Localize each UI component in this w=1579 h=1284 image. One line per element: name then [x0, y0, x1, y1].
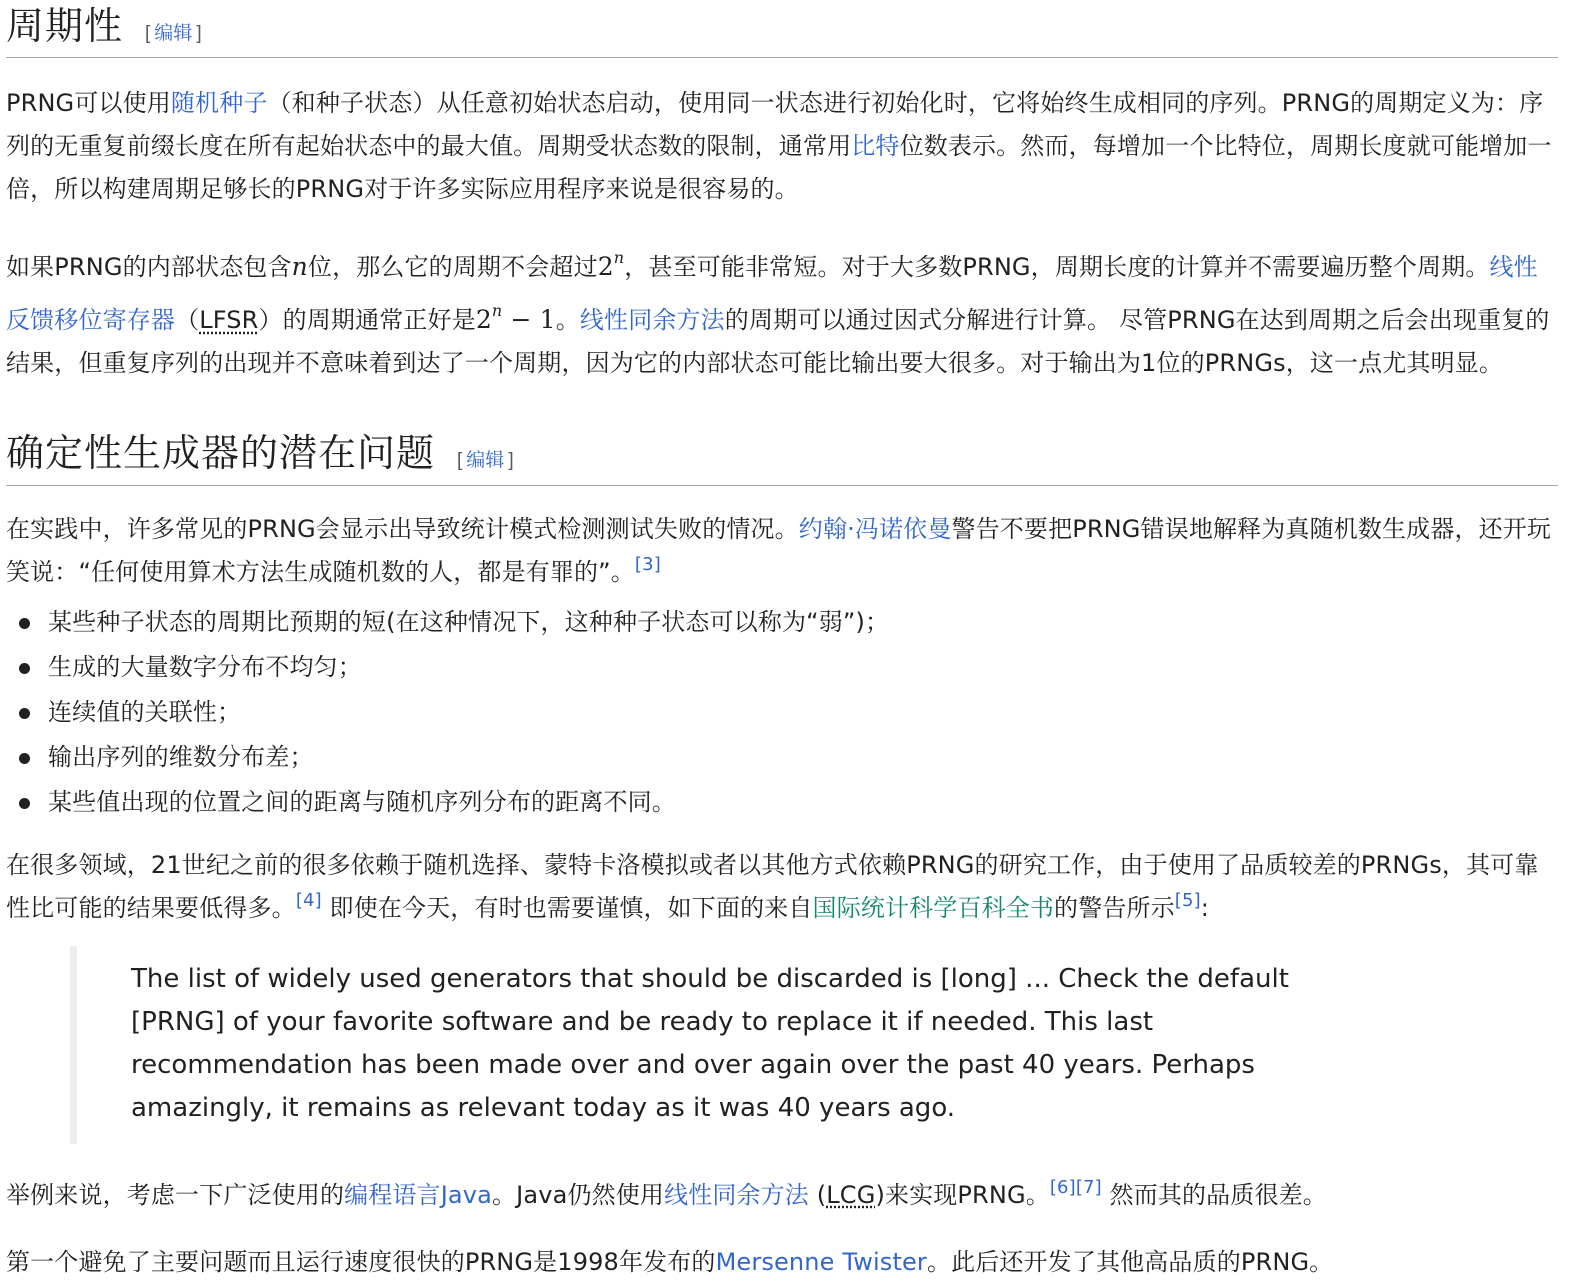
list-item: 输出序列的维数分布差；: [48, 735, 1558, 780]
section-heading-periodicity: [6, 0, 1558, 58]
math-2-pow-n: 2$^n$: [597, 248, 625, 282]
list-item: 连续值的关联性；: [48, 690, 1558, 735]
list-item: 某些值出现的位置之间的距离与随机序列分布的距离不同。: [48, 780, 1558, 825]
list-item: 某些种子状态的周期比预期的短(在这种情况下，这种种子状态可以称为“弱”)；: [48, 600, 1558, 645]
blockquote: The list of widely used generators that should be discarded is [long] ... Check the default [PRNG] of your favorite software and be ready to replace it if needed. This last recommendation has been made over and over again over the past 40 years. Perhaps amazingly, it remains as relevant today as it was 40 years ago.: [70, 946, 1330, 1144]
link-encyclopedia-statistical-science[interactable]: 国际统计科学百科全书: [812, 893, 1055, 922]
reference-4: [4]: [295, 889, 322, 911]
reference-3: [3]: [634, 553, 661, 575]
paragraph: 在实践中，许多常见的PRNG会显示出导致统计模式检测测试失败的情况。约翰·冯诺依曼警告不要把PRNG错误地解释为真随机数生成器，还开玩笑说：“任何使用算术方法生成随机数的人，都是有罪的”。[3]: [6, 514, 1552, 586]
link-mersenne-twister[interactable]: Mersenne Twister: [715, 1247, 927, 1276]
paragraph: PRNG可以使用随机种子（和种子状态）从任意初始状态启动，使用同一状态进行初始化时，它将始终生成相同的序列。PRNG的周期定义为：序列的无重复前缀长度在所有起始状态中的最大值。周期受状态数的限制，通常用比特位数表示。然而，每增加一个比特位，周期长度就可能增加一倍，所以构建周期足够长的PRNG对于许多实际应用程序来说是很容易的。: [6, 89, 1552, 204]
reference-7: [7]: [1075, 1176, 1102, 1198]
paragraph: 第一个避免了主要问题而且运行速度很快的PRNG是1998年发布的Mersenne Twister。此后还开发了其他高品质的PRNG。: [6, 1247, 1334, 1276]
edit-section: [ 编辑 ]: [457, 450, 514, 472]
link-lfsr[interactable]: 线性反馈移位寄存器: [6, 253, 1538, 335]
paragraph: 在很多领域，21世纪之前的很多依赖于随机选择、蒙特卡洛模拟或者以其他方式依赖PRNG的研究工作，由于使用了品质较差的PRNGs，其可靠性比可能的结果要低得多。[4] 即使在今天，有时也需要谨慎，如下面的来自国际统计科学百科全书的警告所示[5]:: [6, 850, 1539, 922]
link-von-neumann[interactable]: 约翰·冯诺依曼: [798, 514, 952, 543]
reference-6: [6]: [1049, 1176, 1076, 1198]
edit-link[interactable]: 编辑: [466, 450, 505, 472]
link-java[interactable]: 编程语言Java: [344, 1180, 493, 1209]
math-n: n: [291, 252, 308, 282]
problem-list: [6, 600, 1558, 825]
section-title: 周期性: [6, 4, 124, 48]
paragraph: 如果PRNG的内部状态包含n位，那么它的周期不会超过2$^n$，甚至可能非常短。对于大多数PRNG，周期长度的计算并不需要遍历整个周期。线性反馈移位寄存器（LFSR）的周期通常正好是$2^n - 1$。线性同余方法的周期可以通过因式分解进行计算。 尽管PRNG在达到周期之后会出现重复的结果，但重复序列的出现并不意味着到达了一个周期，因为它的内部状态可能比输出要大很多。对于输出为1位的PRNGs，这一点尤其明显。: [6, 248, 1550, 378]
link-random-seed[interactable]: 随机种子: [170, 89, 268, 118]
bullet-icon: [19, 798, 30, 809]
abbr-lcg[interactable]: LCG: [826, 1180, 876, 1209]
list-item: 生成的大量数字分布不均匀；: [48, 645, 1558, 690]
bullet-icon: [19, 663, 30, 674]
link-lcg[interactable]: 线性同余方法: [579, 306, 725, 335]
section-heading-problems: [6, 429, 1558, 485]
link-bit[interactable]: 比特: [851, 132, 900, 161]
bullet-icon: [19, 618, 30, 629]
bullet-icon: [19, 753, 30, 764]
bullet-icon: [19, 708, 30, 719]
section-title: 确定性生成器的潜在问题: [6, 431, 436, 476]
link-lcg[interactable]: 线性同余方法: [664, 1180, 809, 1209]
math-2-pow-n-minus-1: $2^n - 1$: [475, 301, 556, 335]
article-content: [6, 0, 1558, 1284]
edit-section: [ 编辑 ]: [145, 23, 202, 44]
paragraph: 举例来说，考虑一下广泛使用的编程语言Java。Java仍然使用线性同余方法 (LCG)来实现PRNG。[6][7] 然而其的品质很差。: [6, 1176, 1327, 1209]
reference-5: [5]: [1174, 889, 1201, 911]
edit-link[interactable]: 编辑: [154, 23, 193, 44]
abbr-lfsr[interactable]: LFSR: [199, 306, 259, 335]
